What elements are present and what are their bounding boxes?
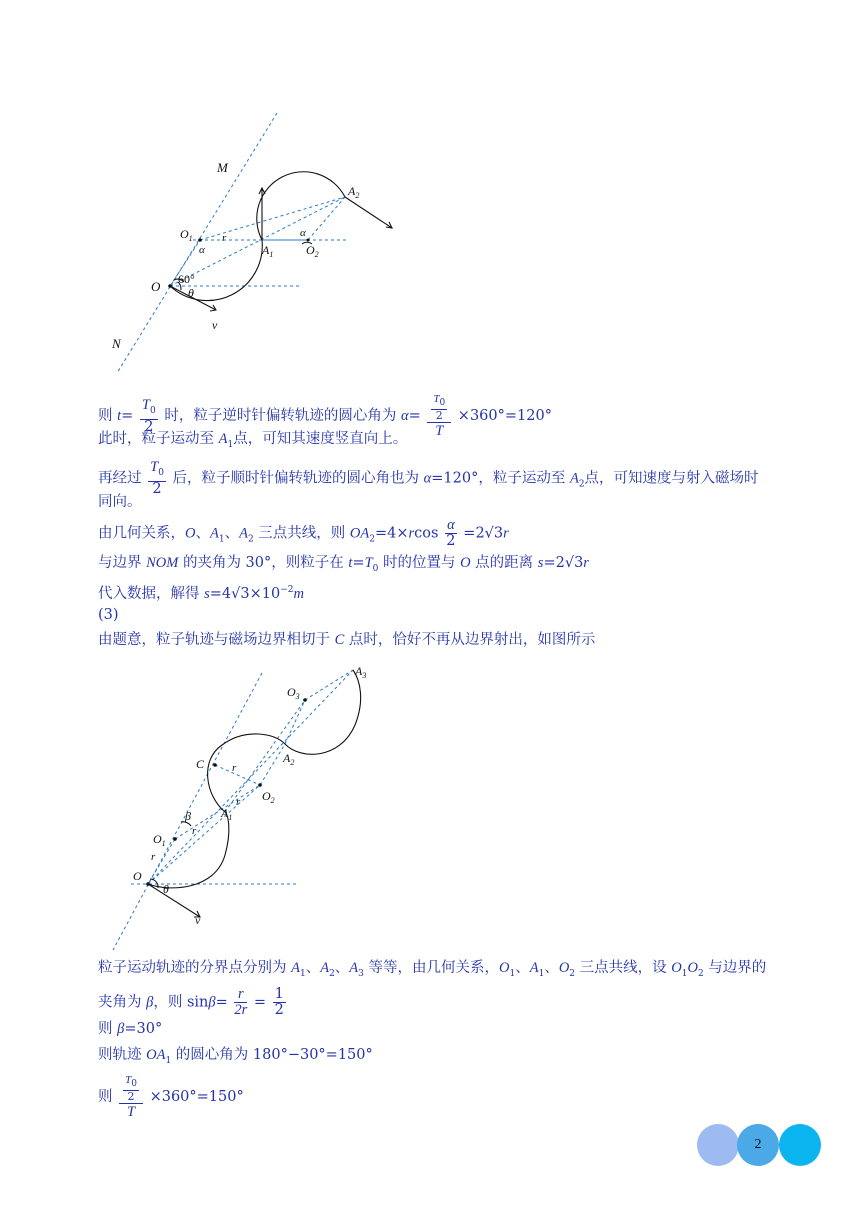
label-beta: β bbox=[185, 809, 191, 823]
figure-2-trajectory-path bbox=[148, 670, 361, 917]
label-O2: $O_2$ bbox=[306, 243, 319, 259]
line-2: 此时，粒子运动至 $A_1$点，可知其速度竖直向上。 bbox=[98, 431, 408, 450]
line-3: 再经过 $\frac{T_0}{2}$ 后，粒子顺时针偏转轨迹的圆心角也为 α=120°，粒子运动至 $A_2$点，可知速度与射入磁场时 bbox=[98, 459, 759, 497]
label-O: O bbox=[151, 279, 161, 294]
label-alpha-2: α bbox=[300, 227, 306, 239]
line-1: 则 t= $\frac{T_0}{2}$ 时，粒子逆时针偏转轨迹的圆心角为 α= $\frac{\frac{T_0}{2}}{T}$ ×360°=120° bbox=[98, 393, 552, 440]
label-A1: $A_1$ bbox=[262, 243, 274, 259]
label-N: N bbox=[112, 336, 121, 351]
label-theta: θ bbox=[163, 882, 169, 896]
line-5: 由几何关系，O、$A_1$、$A_2$ 三点共线，则 $OA_2=4\times rcos$ $\frac{\alpha}{2}$ =2√3r bbox=[98, 517, 509, 549]
label-r-1: r bbox=[232, 762, 237, 774]
line-9: 由题意，粒子轨迹与磁场边界相切于 C 点时，恰好不再从边界射出，如图所示 bbox=[98, 632, 596, 648]
figure-2-trajectory bbox=[100, 655, 380, 955]
label-r-3: r bbox=[192, 825, 197, 837]
page-circle-3 bbox=[779, 1124, 821, 1166]
label-O1: $O_1$ bbox=[153, 832, 166, 848]
boundary-MN bbox=[117, 113, 277, 373]
page-circle-1 bbox=[697, 1124, 739, 1166]
label-theta: θ bbox=[188, 286, 194, 300]
figure-1-trajectory bbox=[100, 100, 410, 380]
label-60-degrees: 60° bbox=[178, 272, 195, 286]
label-O3: $O_3$ bbox=[287, 685, 300, 701]
label-r-2: r bbox=[236, 796, 241, 808]
line-14: 则 $\frac{\frac{T_0}{2}}{T}$ ×360°=150° bbox=[98, 1074, 244, 1121]
label-v: v bbox=[195, 913, 201, 927]
figure-2-dashed-lines bbox=[113, 670, 353, 950]
label-alpha-1: α bbox=[199, 244, 205, 256]
label-r: r bbox=[222, 232, 227, 244]
label-A2: $A_2$ bbox=[348, 184, 360, 200]
label-A1: $A_1$ bbox=[221, 806, 233, 822]
label-O: O bbox=[133, 869, 142, 883]
line-7: 代入数据，解得 $s=4√3\times 10^{-2}m$ bbox=[98, 585, 304, 602]
line-4: 同向。 bbox=[98, 494, 142, 510]
line-11: 夹角为 β，则 sinβ= $\frac{r}{2r}$ = $\frac{1}{2}$ bbox=[98, 986, 284, 1018]
label-r-4: r bbox=[151, 851, 156, 863]
label-A2: $A_2$ bbox=[283, 751, 295, 767]
line-6: 与边界 NOM 的夹角为 30°，则粒子在 $t=T_0$ 时的位置与 O 点的距离 s=2√3r bbox=[98, 555, 589, 574]
label-O2: $O_2$ bbox=[262, 789, 275, 805]
line-10: 粒子运动轨迹的分界点分别为 $A_1$、$A_2$、$A_3$ 等等，由几何关系，$O_1$、$A_1$、$O_2$ 三点共线，设 $O_1O_2$ 与边界的 bbox=[98, 960, 767, 979]
label-C: C bbox=[196, 757, 205, 771]
label-O1: $O_1$ bbox=[180, 227, 193, 243]
line-13: 则轨迹 $OA_1$ 的圆心角为 180°−30°=150° bbox=[98, 1047, 373, 1066]
page-number: 2 bbox=[754, 1137, 762, 1152]
line-12: 则 β=30° bbox=[98, 1021, 163, 1037]
label-A3: $A_3$ bbox=[355, 664, 367, 680]
line-8: (3) bbox=[98, 607, 119, 623]
label-M: M bbox=[217, 160, 228, 175]
label-v: v bbox=[212, 318, 218, 332]
